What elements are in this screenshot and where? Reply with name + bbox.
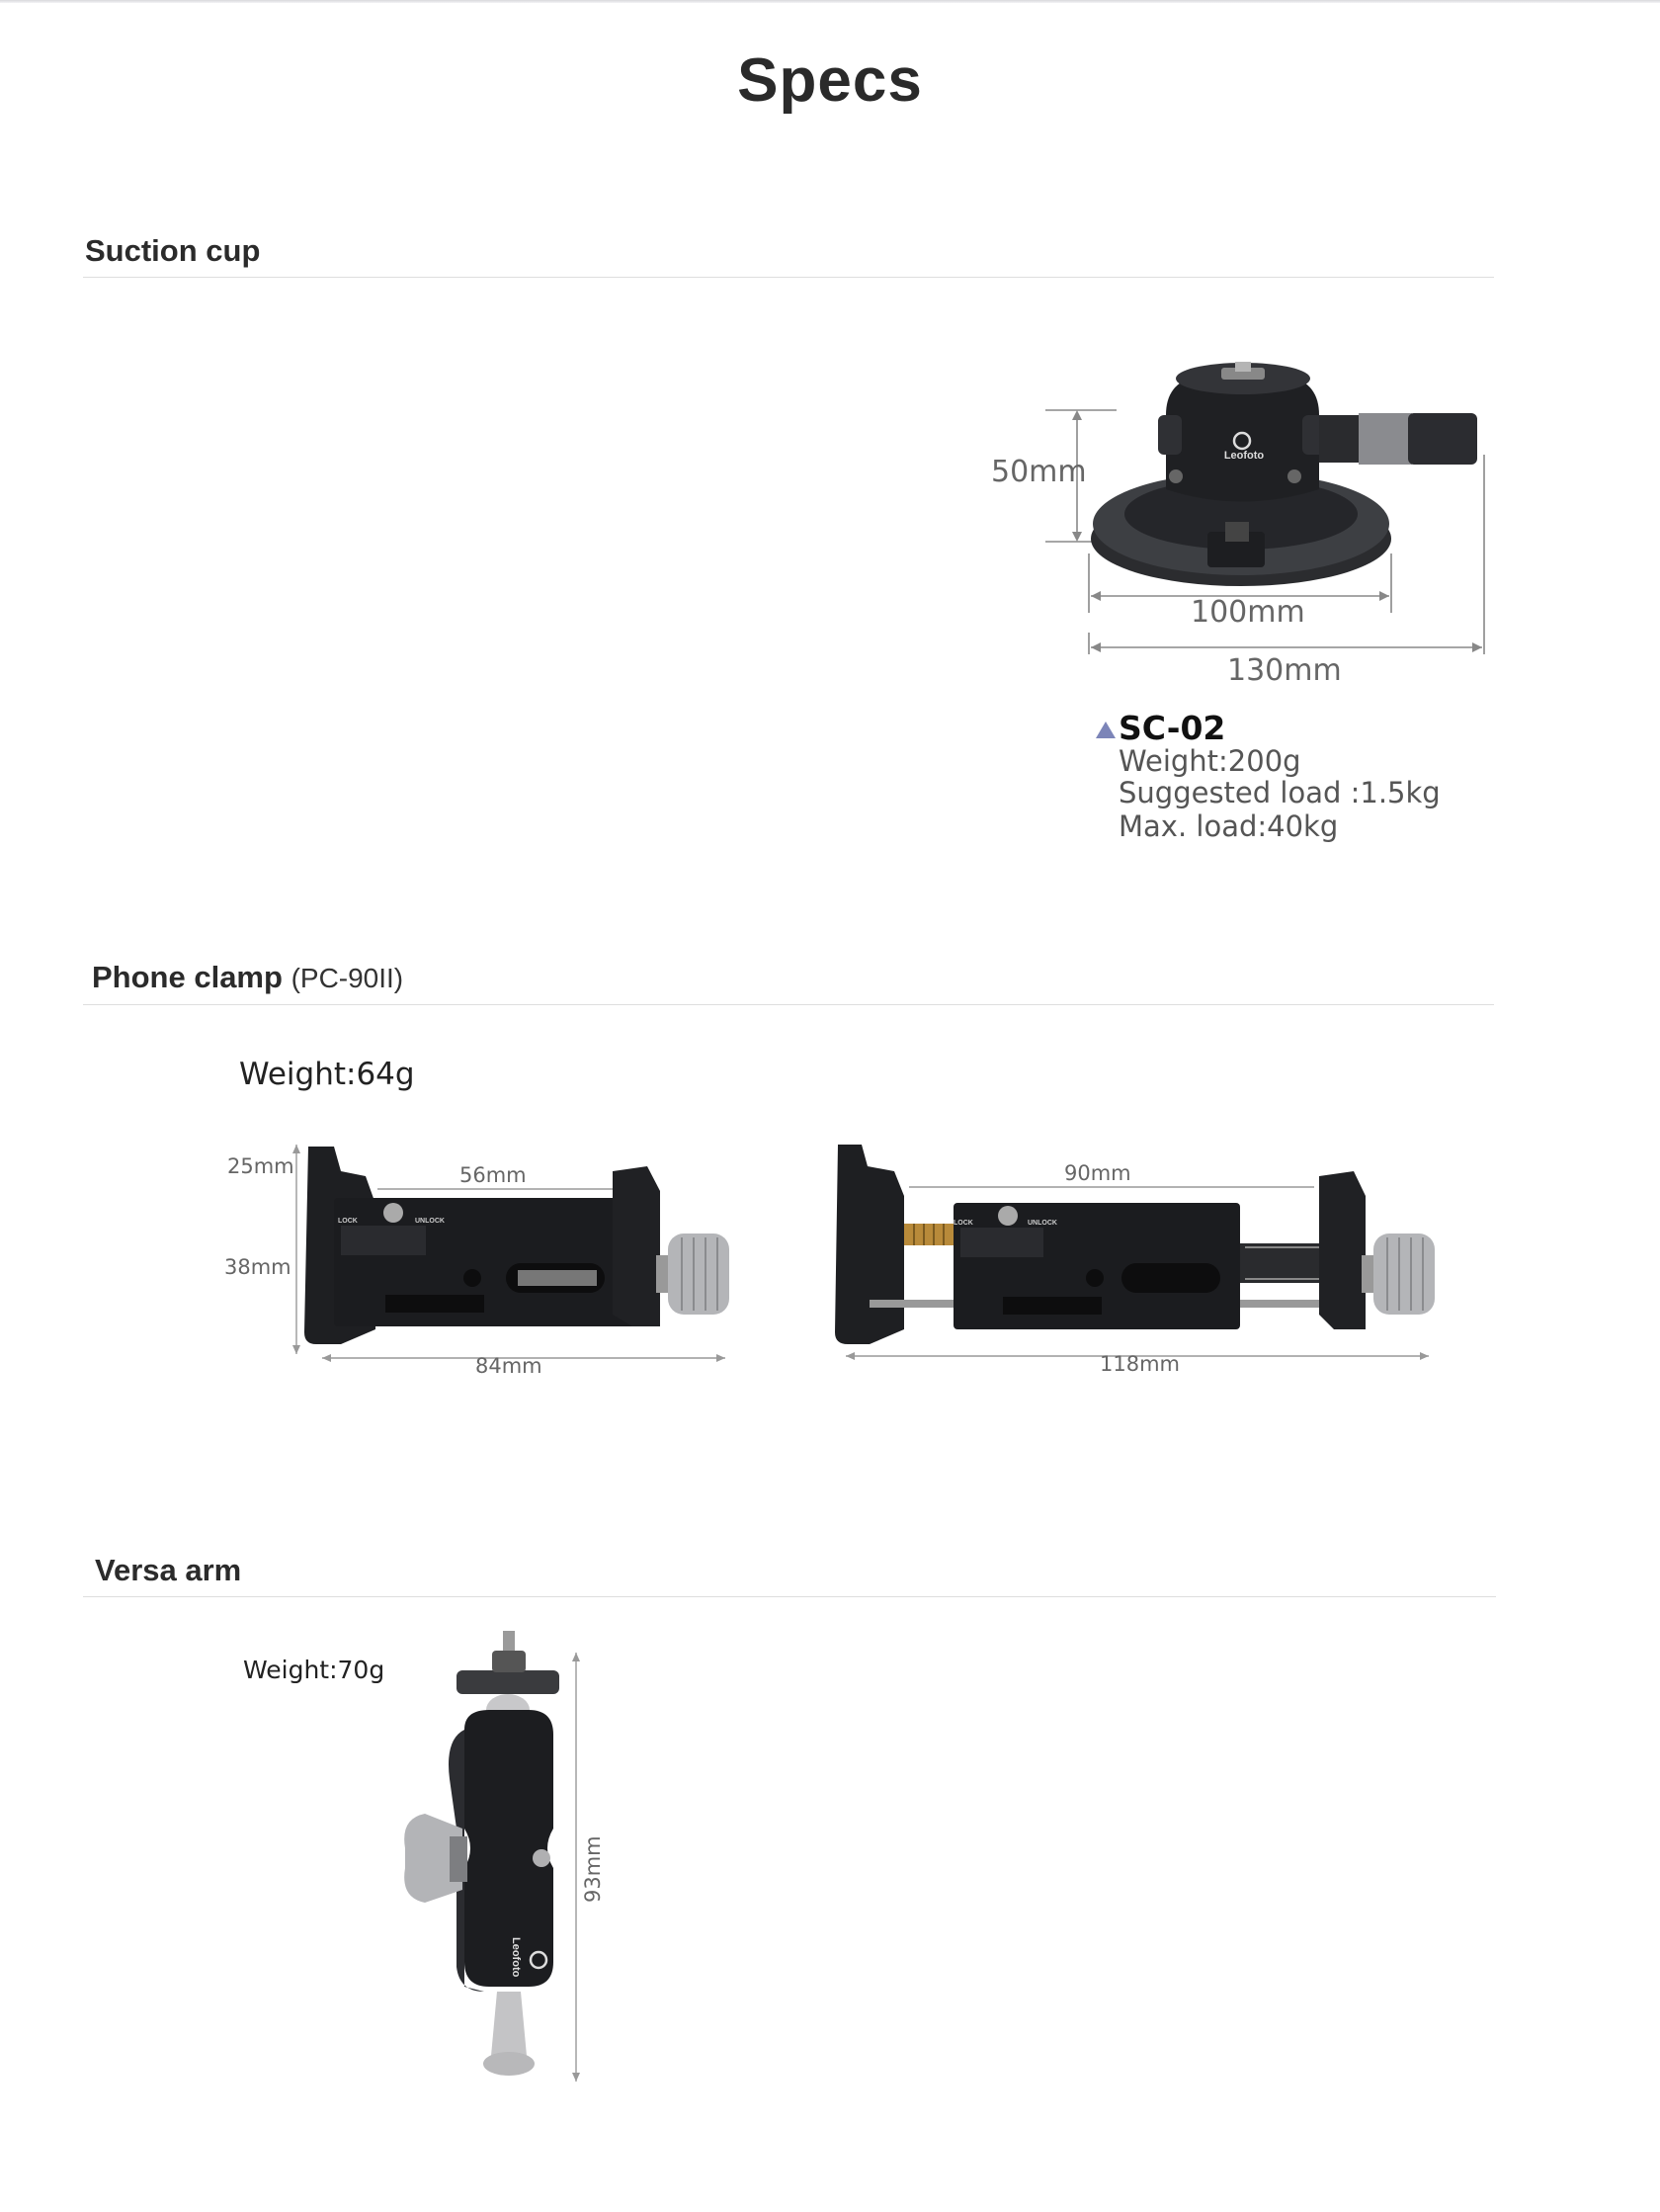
dim-suction-height: 50mm <box>991 455 1087 489</box>
dim-clamp-open-length: 118mm <box>1100 1352 1180 1376</box>
versa-arm-logo: Leofoto <box>510 1937 522 1978</box>
dim-versa-arm-height: 93mm <box>581 1835 605 1903</box>
phone-clamp-title: Phone clamp <box>92 960 283 994</box>
suction-cup-spec-weight: Weight:200g <box>1119 744 1301 778</box>
lock-label: LOCK <box>338 1218 358 1225</box>
unlock-label: UNLOCK <box>415 1218 445 1225</box>
dim-suction-cup-diameter: 100mm <box>1191 595 1305 630</box>
phone-clamp-weight: Weight:64g <box>239 1057 415 1092</box>
versa-arm-weight: Weight:70g <box>243 1656 385 1684</box>
suction-cup-model: SC-02 <box>1119 709 1226 747</box>
suction-cup-spec-suggested-load: Suggested load :1.5kg <box>1119 776 1441 809</box>
dim-clamp-closed-length: 84mm <box>475 1354 542 1378</box>
dim-clamp-depth: 25mm <box>227 1154 294 1178</box>
page-title: Specs <box>737 46 923 115</box>
lock-label: LOCK <box>954 1220 973 1227</box>
unlock-label: UNLOCK <box>1028 1220 1057 1227</box>
dim-suction-total-width: 130mm <box>1227 653 1342 688</box>
section-title-suction-cup: Suction cup <box>85 233 261 268</box>
phone-clamp-model: (PC-90II) <box>290 963 404 993</box>
dim-clamp-open-jaw: 90mm <box>1064 1161 1131 1185</box>
suction-cup-spec-max-load: Max. load:40kg <box>1119 809 1339 843</box>
dim-clamp-closed-jaw: 56mm <box>459 1163 527 1187</box>
dim-clamp-height: 38mm <box>224 1255 291 1279</box>
section-title-versa-arm: Versa arm <box>95 1553 242 1587</box>
suction-cup-logo: Leofoto <box>1223 450 1265 462</box>
